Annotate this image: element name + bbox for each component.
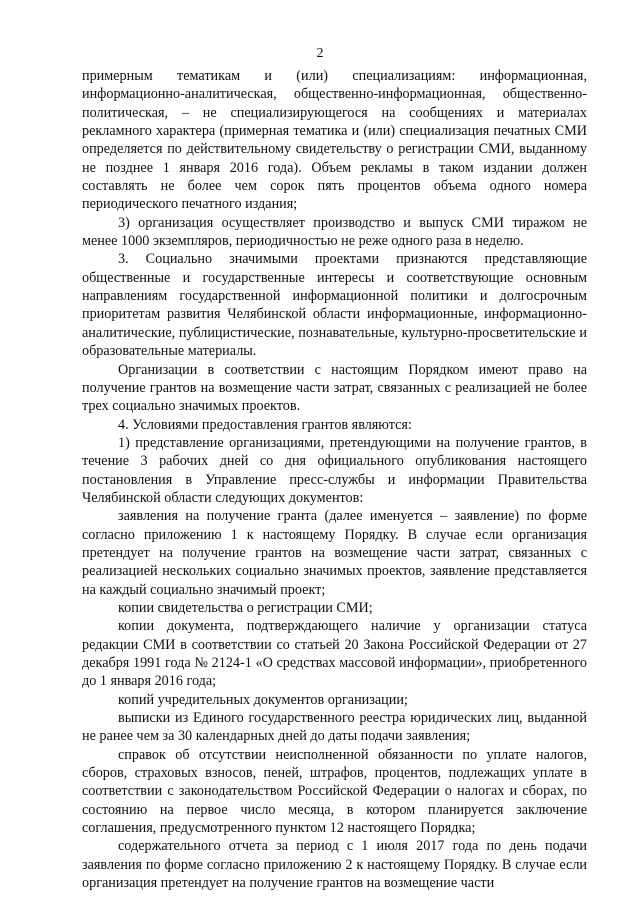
paragraph: копии документа, подтверждающего наличие у организации статуса редакции СМИ в соответствии со статьей 20 Закона Российской Федерации от 27 декабря 1991 года № 2124-1 «О средствах массовой информации», приобретенного до 1 января 2016 года; — [82, 618, 587, 690]
paragraph: 4. Условиями предоставления грантов являются: — [118, 416, 412, 433]
paragraph: 3. Социально значимыми проектами признаются представляющие общественные и государственные интересы и соответствующие основным направлениям государственной информационной политики и долгосрочным приоритетам развития Челябинской области информационные, информационно-аналитические, публицистические, познавательные, культурно-просветительские и образовательные материалы. — [82, 251, 587, 360]
paragraph: справок об отсутствии неисполненной обязанности по уплате налогов, сборов, страховых взносов, пеней, штрафов, процентов, подлежащих уплате в соответствии с законодательством Российской Федерации о налогах и сборах, по состоянию на первое число месяца, в котором планируется заключение соглашения, предусмотренного пунктом 12 настоящего Порядка; — [82, 746, 587, 837]
paragraph: копии свидетельства о регистрации СМИ; — [118, 599, 373, 616]
paragraph: заявления на получение гранта (далее именуется – заявление) по форме согласно приложению 1 к настоящему Порядку. В случае если организация претендует на получение грантов на возмещение части затрат, связанных с реализацией нескольких социально значимых проектов, заявление представляется на каждый социально значимый проект; — [82, 508, 587, 598]
page-number: 2 — [316, 46, 324, 61]
paragraph: 1) представление организациями, претендующими на получение грантов, в течение 3 рабочих дней со дня официального опубликования настоящего постановления в Управление пресс-службы и информации Правительства Челябинской области следующих документов: — [82, 434, 587, 506]
paragraph: содержательного отчета за период с 1 июля 2017 года по день подачи заявления по форме согласно приложению 2 к настоящему Порядку. В случае если организация претендует на получение грантов на возмещение части — [82, 838, 587, 892]
document-body — [82, 67, 587, 892]
paragraph: копий учредительных документов организации; — [118, 691, 408, 708]
paragraph: примерным тематикам и (или) специализациям: информационная, информационно-аналитическая, общественно-информационная, общественно-политическая, – не специализирующегося на сообщениях и материалах рекламного характера (примерная тематика и (или) специализация печатных СМИ определяется по действительному свидетельству о регистрации СМИ, выданному не позднее 1 января 2016 года). Объем рекламы в таком издании должен составлять не более чем сорок пять процентов объема одного номера периодического печатного издания; — [82, 68, 587, 213]
paragraph: 3) организация осуществляет производство и выпуск СМИ тиражом не менее 1000 экземпляров, периодичностью не реже одного раза в неделю. — [82, 214, 587, 250]
paragraph: выписки из Единого государственного реестра юридических лиц, выданной не ранее чем за 30 календарных дней до даты подачи заявления; — [82, 710, 587, 745]
paragraph: Организации в соответствии с настоящим Порядком имеют право на получение грантов на возмещение части затрат, связанных с реализацией не более трех социально значимых проектов. — [82, 361, 587, 415]
